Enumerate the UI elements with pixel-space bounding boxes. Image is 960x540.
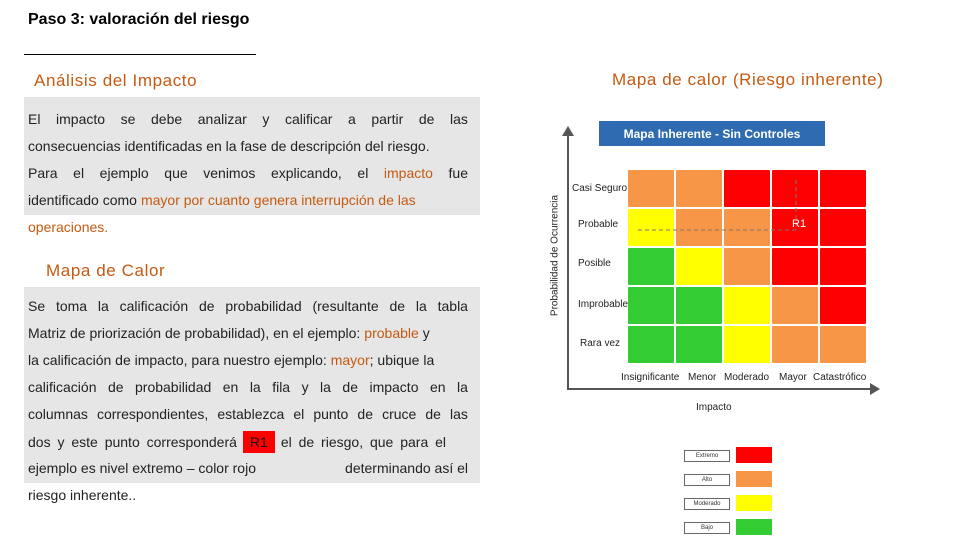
impact-highlight-mayor: mayor por cuanto genera interrupción de las bbox=[140, 192, 416, 208]
legend-label: Moderado bbox=[684, 498, 730, 510]
impact-line-3-word: fue bbox=[448, 165, 468, 181]
heatmap-cell bbox=[820, 326, 866, 363]
impact-line-4-text: identificado como bbox=[28, 192, 137, 208]
heatmap-line-5 bbox=[28, 406, 468, 422]
heatmap-line-4-word: la bbox=[249, 379, 261, 395]
heatmap-line-4 bbox=[28, 379, 468, 395]
impact-line-1 bbox=[28, 111, 468, 127]
r1-marker: R1 bbox=[792, 218, 807, 230]
impact-line-1-word: debe bbox=[151, 111, 183, 127]
heatmap-line-1-word: de bbox=[389, 298, 406, 314]
heatmap-line-4-word: probabilidad bbox=[135, 379, 212, 395]
column-label: Catastrófico bbox=[813, 372, 867, 383]
heatmap-line-1-word: la bbox=[415, 298, 427, 314]
heatmap-line-1-word: toma bbox=[55, 298, 88, 314]
heatmap-line-4-word: calificación bbox=[28, 379, 97, 395]
heatmap-line-4-word: y bbox=[301, 379, 309, 395]
impact-line-1-word: partir bbox=[371, 111, 404, 127]
heatmap-cell bbox=[772, 326, 818, 363]
heatmap-line-2 bbox=[28, 325, 468, 341]
heatmap-cell bbox=[676, 287, 722, 324]
impact-line-2 bbox=[28, 138, 468, 154]
heatmap-heading: Mapa de Calor bbox=[46, 261, 166, 280]
heatmap-line-3-text: la calificación de impacto, para nuestro ejemplo: bbox=[28, 352, 327, 368]
heatmap-line-7-text: ejemplo es nivel extremo – color rojo bbox=[28, 460, 256, 476]
heatmap-line-4-word: impacto bbox=[369, 379, 419, 395]
heatmap-line-6-text: dos y este punto corresponderá bbox=[28, 434, 237, 450]
impact-line-1-word: calificar bbox=[284, 111, 333, 127]
impact-line-3-word: explicando, bbox=[270, 165, 342, 181]
impact-line-3-word: venimos bbox=[203, 165, 256, 181]
heatmap-line-8 bbox=[28, 487, 468, 503]
impact-line-5 bbox=[28, 219, 468, 235]
heatmap-line-8-text: riesgo inherente.. bbox=[28, 487, 137, 503]
heatmap-cell bbox=[724, 326, 770, 363]
heatmap-cell bbox=[820, 287, 866, 324]
slide-title: Paso 3: valoración del riesgo bbox=[28, 11, 250, 28]
impact-line-3 bbox=[28, 165, 468, 181]
legend-label: Extremo bbox=[684, 450, 730, 462]
heatmap-line-7-end: determinando así el bbox=[345, 460, 468, 476]
heatmap-line-4-word: la bbox=[320, 379, 331, 395]
column-label: Insignificante bbox=[621, 372, 680, 383]
impact-line-1-word: El bbox=[28, 111, 41, 127]
row-label: Posible bbox=[578, 258, 611, 269]
legend-swatch bbox=[736, 447, 772, 463]
heatmap-line-6-end: el de riesgo, que para el bbox=[280, 434, 447, 450]
r1-badge: R1 bbox=[243, 431, 275, 453]
highlight-impacto: impacto bbox=[383, 165, 433, 181]
legend-swatch bbox=[736, 519, 772, 535]
impact-line-4 bbox=[28, 192, 468, 208]
x-axis-arrow bbox=[870, 383, 880, 395]
row-label: Improbable bbox=[578, 299, 629, 310]
heatmap-line-1-word: probabilidad bbox=[225, 298, 302, 314]
column-label: Mayor bbox=[779, 372, 807, 383]
x-axis-label: Impacto bbox=[696, 402, 732, 413]
x-axis bbox=[567, 388, 872, 390]
impact-highlight-operaciones: operaciones. bbox=[28, 219, 109, 235]
heatmap-line-4-word: en bbox=[222, 379, 239, 395]
impact-line-1-word: a bbox=[347, 111, 356, 127]
heatmap-line-5-word: punto bbox=[313, 406, 349, 422]
heatmap-line-1-word: de bbox=[198, 298, 215, 314]
heatmap-title: Mapa Inherente - Sin Controles bbox=[599, 121, 825, 146]
impact-line-3-word: el bbox=[357, 165, 369, 181]
heatmap-line-5-word: de bbox=[357, 406, 373, 422]
heatmap-line-5-word: correspondientes, bbox=[96, 406, 209, 422]
impact-line-1-word: de bbox=[418, 111, 435, 127]
heatmap-line-1-word: (resultante bbox=[312, 298, 379, 314]
heatmap-line-3 bbox=[28, 352, 468, 368]
heatmap-line-1-word: la bbox=[97, 298, 109, 314]
heatmap-cell bbox=[628, 326, 674, 363]
title-divider bbox=[24, 54, 256, 55]
heatmap-cell bbox=[628, 287, 674, 324]
heatmap-line-5-word: de bbox=[425, 406, 441, 422]
row-label: Rara vez bbox=[580, 338, 621, 349]
heatmap-line-4-word: fila bbox=[272, 379, 291, 395]
heatmap-line-2-text: Matriz de priorización de probabilidad), en el ejemplo: bbox=[28, 325, 361, 341]
impact-line-3-word: que bbox=[164, 165, 188, 181]
impact-line-1-word: las bbox=[450, 111, 468, 127]
legend-swatch bbox=[736, 495, 772, 511]
legend-label: Bajo bbox=[684, 522, 730, 534]
y-axis-label: Probabilidad de Ocurrencia bbox=[549, 194, 561, 317]
heatmap-line-1-word: tabla bbox=[437, 298, 468, 314]
heatmap-line-1 bbox=[28, 298, 468, 314]
impact-line-1-word: y bbox=[262, 111, 270, 127]
heatmap-cell bbox=[772, 287, 818, 324]
heatmap-line-4-word: de bbox=[107, 379, 124, 395]
heatmap-line-2-end: y bbox=[422, 325, 430, 341]
heatmap-line-5-word: las bbox=[450, 406, 468, 422]
impact-line-2-text: consecuencias identificadas en la fase de descripción del riesgo. bbox=[28, 138, 430, 154]
right-heading: Mapa de calor (Riesgo inherente) bbox=[612, 70, 884, 89]
y-axis bbox=[567, 134, 569, 390]
heatmap-cell bbox=[724, 287, 770, 324]
legend-label: Alto bbox=[684, 474, 730, 486]
highlight-probable: probable bbox=[364, 325, 419, 341]
row-label: Probable bbox=[578, 219, 619, 230]
heatmap-line-5-word: el bbox=[293, 406, 305, 422]
column-label: Menor bbox=[688, 372, 717, 383]
heatmap-line-5-word: establezca bbox=[217, 406, 285, 422]
column-label: Moderado bbox=[724, 372, 770, 383]
impact-line-3-word: ejemplo bbox=[99, 165, 149, 181]
heatmap-line-5-word: columnas bbox=[28, 406, 88, 422]
r1-marker-lines bbox=[600, 160, 840, 260]
heatmap-line-7 bbox=[28, 460, 468, 476]
heatmap-line-5-word: cruce bbox=[382, 406, 417, 422]
heatmap-line-6 bbox=[28, 431, 468, 453]
legend-swatch bbox=[736, 471, 772, 487]
heatmap-cell bbox=[676, 326, 722, 363]
highlight-mayor: mayor bbox=[330, 352, 370, 368]
impact-line-1-word: impacto bbox=[56, 111, 106, 127]
heatmap-line-4-word: de bbox=[342, 379, 358, 395]
heatmap-line-1-word: calificación bbox=[119, 298, 189, 314]
heatmap-line-3-end: ; ubique la bbox=[369, 352, 435, 368]
heatmap-line-4-word: la bbox=[457, 379, 468, 395]
row-label: Casi Seguro bbox=[572, 183, 628, 194]
impact-heading: Análisis del Impacto bbox=[34, 71, 198, 90]
impact-line-1-word: se bbox=[120, 111, 136, 127]
heatmap-line-1-word: Se bbox=[28, 298, 46, 314]
impact-line-1-word: analizar bbox=[197, 111, 247, 127]
heatmap-line-4-word: en bbox=[429, 379, 446, 395]
impact-line-3-word: Para bbox=[28, 165, 58, 181]
impact-line-3-word: el bbox=[73, 165, 85, 181]
